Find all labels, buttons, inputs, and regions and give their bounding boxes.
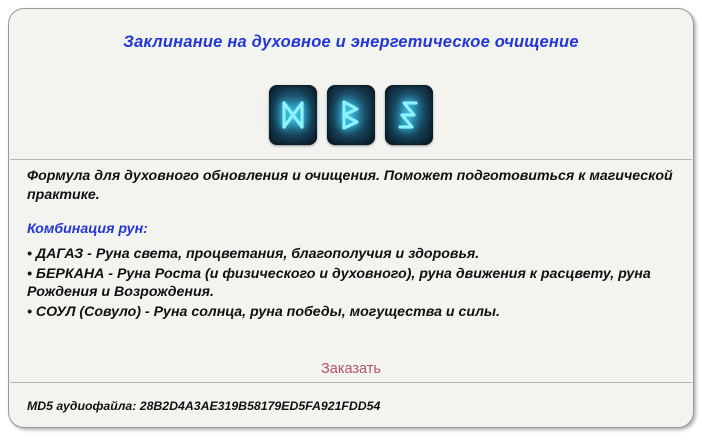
berkana-rune-icon bbox=[338, 99, 364, 131]
berkana-rune-tile bbox=[327, 85, 375, 145]
md5-hash-text: MD5 аудиофайла: 28B2D4A3AE319B58179ED5FA921FDD54 bbox=[27, 399, 381, 413]
dagaz-rune-icon bbox=[280, 99, 306, 131]
combination-heading: Комбинация рун: bbox=[27, 221, 148, 237]
bottom-divider bbox=[10, 382, 692, 383]
spell-card bbox=[8, 8, 694, 428]
sowilo-rune-tile bbox=[385, 85, 433, 145]
intro-text: Формула для духовного обновления и очищения. Поможет подготовиться к магической практике. bbox=[27, 168, 673, 204]
rune-tile-group bbox=[9, 79, 693, 151]
list-item: • СОУЛ (Совуло) - Руна солнца, руна победы, могущества и силы. bbox=[27, 304, 500, 321]
page-title: Заклинание на духовное и энергетическое очищение bbox=[123, 33, 579, 51]
dagaz-rune-tile bbox=[269, 85, 317, 145]
list-item: • ДАГАЗ - Руна света, процветания, благополучия и здоровья. bbox=[27, 246, 480, 262]
order-link[interactable]: Заказать bbox=[321, 361, 381, 377]
list-item: • БЕРКАНА - Руна Роста (и физического и духовного), руна движения к расцвету, руна Рождения и Возрождения. bbox=[27, 265, 651, 301]
top-divider bbox=[10, 159, 692, 160]
rune-description-list bbox=[27, 245, 675, 323]
sowilo-rune-icon bbox=[396, 99, 422, 131]
